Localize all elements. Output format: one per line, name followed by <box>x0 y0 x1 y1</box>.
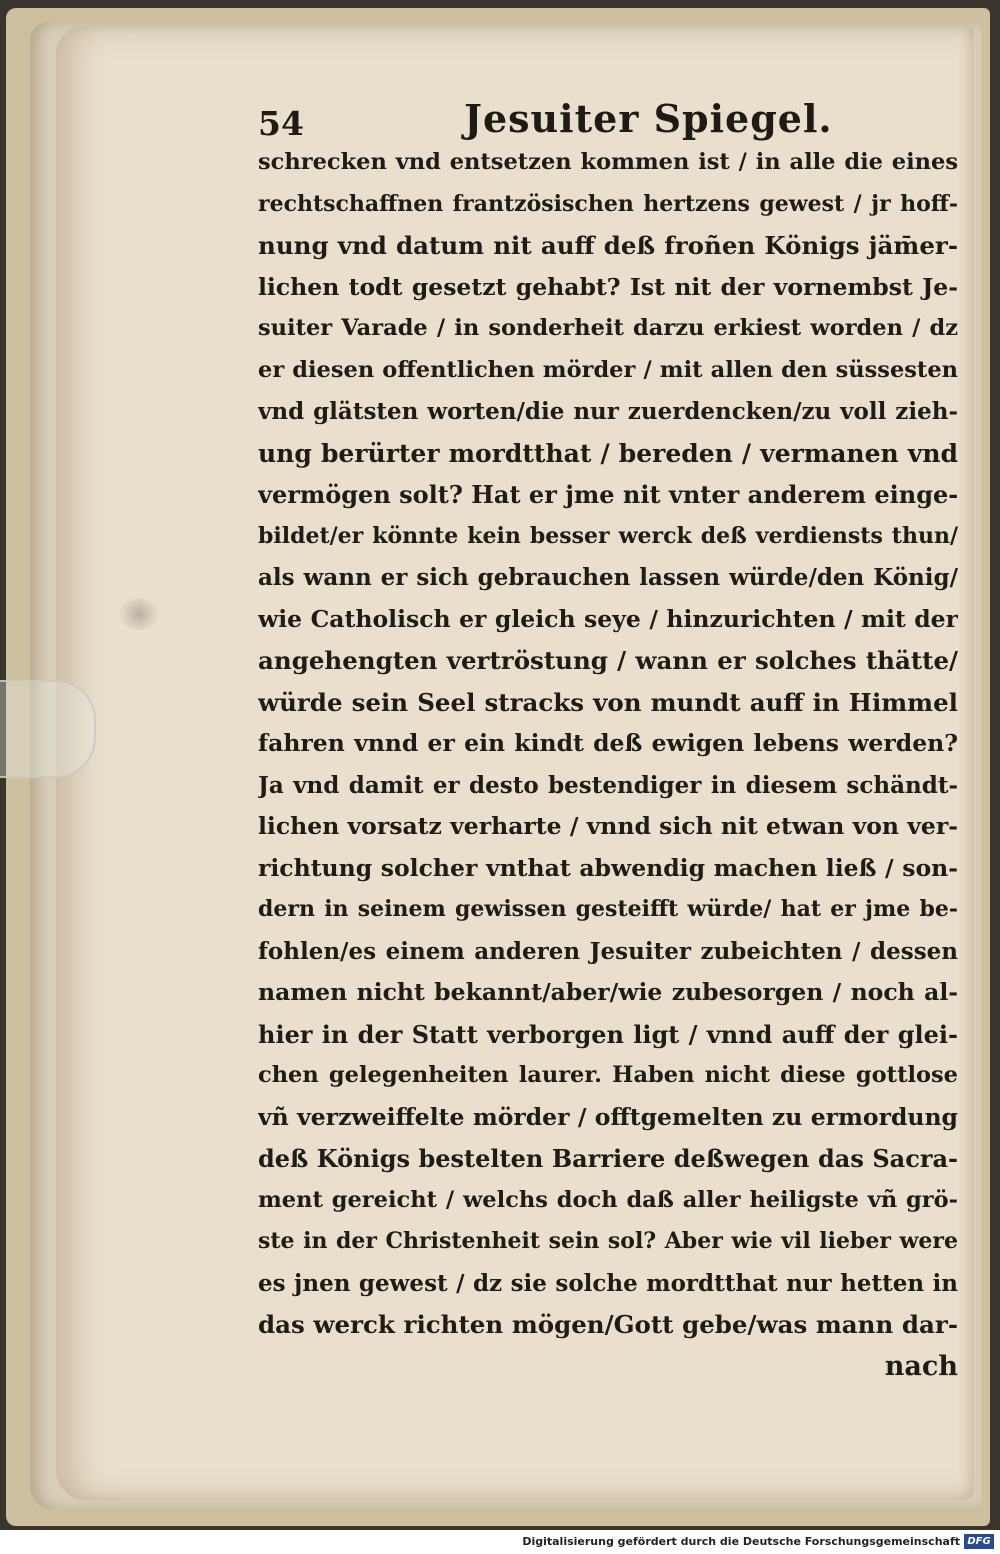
text-line: fahren vnnd er ein kindt deß ewigen lebens werden? <box>258 729 958 757</box>
text-line: ung berürter mordtthat / bereden / vermanen vnd <box>258 438 958 468</box>
text-line: er diesen offentlichen mörder / mit allen den süssesten <box>258 356 958 383</box>
text-line: chen gelegenheiten laurer. Haben nicht diese gottlose <box>258 1062 958 1088</box>
text-line: lichen todt gesetzt gehabt? Ist nit der vornembst Je- <box>258 272 958 301</box>
dfg-logo: DFG <box>964 1534 994 1549</box>
text-line: vnd glätsten worten/die nur zuerdencken/zu voll zieh- <box>258 398 958 425</box>
text-line: schrecken vnd entsetzen kommen ist / in alle die eines <box>258 149 958 175</box>
running-head: Jesuiter Spiegel. <box>464 96 833 141</box>
text-line: vñ verzweiffelte mörder / offtgemelten zu ermordung <box>258 1102 958 1131</box>
text-line: dern in seinem gewissen gesteifft würde/ hat er jme be- <box>258 896 958 922</box>
text-line: vermögen solt? Hat er jme nit vnter anderem einge- <box>258 480 958 509</box>
text-line: richtung solcher vnthat abwendig machen ließ / son- <box>258 853 958 882</box>
text-line: suiter Varade / in sonderheit darzu erkiest worden / dz <box>258 315 958 341</box>
paper-stain <box>120 598 158 630</box>
body-text <box>258 142 958 1387</box>
page-header <box>258 96 958 146</box>
text-line: es jnen gewest / dz sie solche mordtthat nur hetten in <box>258 1269 958 1297</box>
text-line: wie Catholisch er gleich seye / hinzurichten / mit der <box>258 604 958 633</box>
page-number: 54 <box>258 104 304 143</box>
text-line: namen nicht bekannt/aber/wie zubesorgen / noch al- <box>258 978 958 1006</box>
text-line: fohlen/es einem anderen Jesuiter zubeichten / dessen <box>258 937 958 965</box>
text-line: angehengten vertröstung / wann er solches thätte/ <box>258 646 958 675</box>
text-line: ment gereicht / welchs doch daß aller heiligste vñ grö- <box>258 1186 958 1213</box>
text-line: würde sein Seel stracks von mundt auff in Himmel <box>258 687 958 717</box>
text-line: ste in der Christenheit sein sol? Aber wie vil lieber were <box>258 1228 958 1254</box>
text-line: nung vnd datum nit auff deß froñen Königs jäm̄er- <box>258 231 958 260</box>
page-clip <box>0 680 96 778</box>
text-line: lichen vorsatz verharte / vnnd sich nit etwan von ver- <box>258 812 958 840</box>
text-line: hier in der Statt verborgen ligt / vnnd auff der glei- <box>258 1019 958 1049</box>
footer-bar <box>0 1530 1000 1554</box>
catchword: nach <box>884 1350 958 1382</box>
text-line: Ja vnd damit er desto bestendiger in diesem schändt- <box>258 771 958 799</box>
text-line: deß Königs bestelten Barriere deßwegen das Sacra- <box>258 1144 958 1173</box>
text-line: rechtschaffnen frantzösischen hertzens gewest / jr hoff- <box>258 190 958 217</box>
text-line: als wann er sich gebrauchen lassen würde/den König/ <box>258 564 958 591</box>
text-line: bildet/er könnte kein besser werck deß verdiensts thun/ <box>258 522 958 549</box>
funding-credit: Digitalisierung gefördert durch die Deutsche Forschungsgemeinschaft <box>522 1535 960 1548</box>
text-line: das werck richten mögen/Gott gebe/was mann dar- <box>258 1310 958 1339</box>
